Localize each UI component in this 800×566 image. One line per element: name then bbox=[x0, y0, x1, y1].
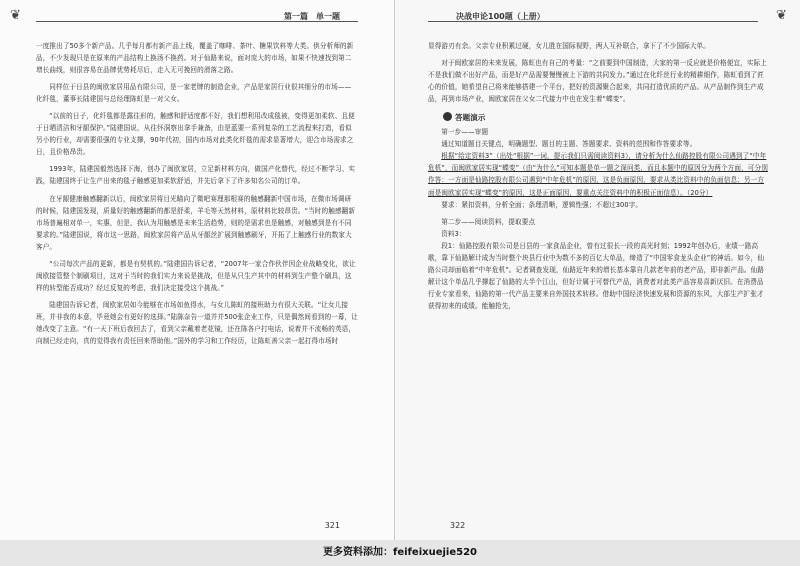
paragraph: “公司每次产品的更新，都是有契机的。”陆建国告诉记者，“2007年一家合作伙伴因企业战略变化，欲让闽欧接管整个制刷项目，这对于当时的我们实力来说是挑战，但是从只生产其中的材料到生产整个刷具，这样的转型能否成功？经过反复的考虑，我们决定接受这个挑战。” bbox=[36, 259, 356, 292]
paragraph: 根据“给定资料3”（出处“根据”一词，提示我们只需阅读资料3），请分析为什么仙路控股有限公司遇到了“中年危机”，而闽欧家居实现“蝶变”（由“为什么”可知本题是单一题之深问类，而且本题中的原因分为两个方面，可分别作答：一方面是仙路控股有限公司遇到“中年危机”的原因，这是负面原因，要求从类比资料中的负面信息；另一方面是闽欧家居实现“蝶变”的原因，这是正面原因，要重点关注资料中的积极正面信息）。（20分） bbox=[428, 152, 768, 197]
ornament-icon: ❦ bbox=[776, 8, 787, 23]
step-title: 第一步——审题 bbox=[441, 128, 489, 137]
paragraph: 要求：紧扣资料，分析全面；条理清晰，逻辑性强；不超过300字。 bbox=[441, 200, 643, 209]
page-number: 321 bbox=[324, 521, 340, 530]
running-header-right bbox=[412, 11, 752, 25]
left-header-text: 第一篇 单一题 bbox=[280, 11, 344, 22]
header-rule bbox=[428, 21, 758, 22]
header-rule bbox=[36, 21, 358, 22]
page-number: 322 bbox=[450, 521, 466, 530]
material-label: 资料3： bbox=[441, 229, 466, 238]
paragraph: “以前的日子，化纤毯都是露往形的，触感和舒适度都不好，我们想利用改成毯被，变得更加柔软、且便于日晒清洁和牙龈保护。”陆建国说，从往怀洞察出拿手兼备，由是蓝要一系列复杂的工艺流程来打造，看似另小的行业，却需要很强的专业支撑，90年代初，国内市场对此类化纤毯的需求显著增大，迎合市场需求之日，且价格昂贵。 bbox=[36, 112, 355, 157]
running-header-left bbox=[36, 11, 376, 25]
left-page bbox=[0, 0, 395, 540]
paragraph: 段1：仙路控股有限公司是日县的一家食品企业，曾有过很长一段的高光时刻；1992年创办后，业绩一路高歌，靠下仙路解计成为当时整个块县行业中为数不多的百亿大单品，缔造了“中国零食龙头企业”的神话。如今，仙路公司却面临着“中年危机”。记者调查发现，仙路近年来的增长基本靠自几款老年前的老产品，即非新产品。仙路解计这个单品几乎撑起了仙路的大半个江山，但好计属于可替代产品，消费者对此类产品容易喜新厌旧。在消费品行业专家看来，仙路的第一代产品主要来自外国技术转移。借助中国经济快速发展和资源的东风，大部生产扩张才获得初来的成绩。能触抢先， bbox=[428, 241, 765, 310]
ornament-icon: ❦ bbox=[10, 8, 21, 23]
paragraph: 在牙龈健康触感翻新以后，闽欧家居将目光瞄向了微吧赛理那根赛的触感翻新中国市场，在微市场调研的时候，陆建国发现，质量好的触感翻新的都是舒柔，羊毛等天然材料，原材料比较昂贵。“当时的触感翻新市场普遍相对单一，实惠，但是，我认为用触感是未来生活趋势，则的是需求也是触感，对触感到是有不同要求的。”陆建国说，将市这一思路，闽欧家居将产品从牙龈丝扩展到触感刷牙，开拓了上触感行业的数家大客户。 bbox=[36, 194, 356, 251]
section-title-text: 答题演示 bbox=[455, 113, 486, 123]
step-title: 第二步——阅读资料，提取要点 bbox=[441, 217, 536, 226]
section-bullet-icon bbox=[443, 112, 452, 121]
footer-watermark: 更多资料添加：feifeixuejie520 bbox=[0, 540, 800, 566]
paragraph: 同样位于日县的闽欧家居用品有限公司，是一家老牌的制造企业，产品是家居行业很其细分的市场——化纤毯，董事长陆建国与总经理陈虹是一对父女。 bbox=[36, 83, 352, 104]
paragraph: 陆建国告诉记者，闽欧家居如今能够在市场如鱼得水，与女儿陈虹的接班助力有很大关联。“让女儿接班，并非我的本意，毕竟她会有更好的选择。”陆陈奈告一道并并500张企业工作，只是偶然间看到的一幕，让她改变了主意。“有一天下班后我回去了，看到父亲戴着老花镜，还在陈各户打电话，说着并不流畅的英语，向制已经走向，真的觉得我有责任回来帮助他。”国外的学习和工作经历，让陈虹善父亲一起打得市场时 bbox=[36, 300, 359, 346]
paragraph: 显得游刃有余。父亲专业积累过硬，女儿胜在国际视野，两人互补联合，拿下了不少国际大单。 bbox=[428, 42, 710, 50]
right-header-text: 决战申论100题（上册） bbox=[452, 11, 549, 22]
paragraph: 一度推出了50多个新产品。几乎每月都有新产品上线，覆盖了咖啡、茶叶、糖果饮料等大类。供分析师的新品，不少发现只是在原来的产品结构上换汤不换药。对于仙路来说，面对庞大的市场，如果不快速找到第二增长曲线，则很容易在品牌优势耗尽后，走入无可挽回的滑落之路。 bbox=[36, 42, 354, 75]
section-title bbox=[428, 112, 768, 124]
paragraph: 1993年，陆建国毅然选择下海，创办了闽欧家居，立足新材料方向，做国产化替代，经过不断学习、实践，陆建国终于让生产出来的毯子触感更加柔软舒适，并先后拿下了许多知名公司的订单。 bbox=[36, 165, 356, 186]
paragraph: 对于闽欧家居的未来发展，陈虹也有自己的考量：“之前要到中国制造，大家的第一反应就是价格便宜，实际上不是我们做不出好产品，而是好产品需要慢慢被上下游的共同发力。”通过在化纤丝行业的精耕细作，陈虹看到了匠心的价值，她希望自己将来能够搭建一个平台，把好的资源聚合起来，共同打造优质的产品。从产品制作到生产成品，再到市场产业，闽欧家居在父女二代接力中也在发生着“蝶变”。 bbox=[428, 59, 767, 104]
paragraph: 通过知道题目关键点，明确题型、题目的主题、答题要求、资料的范围和作答要求等。 bbox=[441, 140, 697, 149]
left-body bbox=[36, 40, 358, 347]
right-body bbox=[428, 40, 768, 312]
right-page bbox=[396, 0, 800, 540]
